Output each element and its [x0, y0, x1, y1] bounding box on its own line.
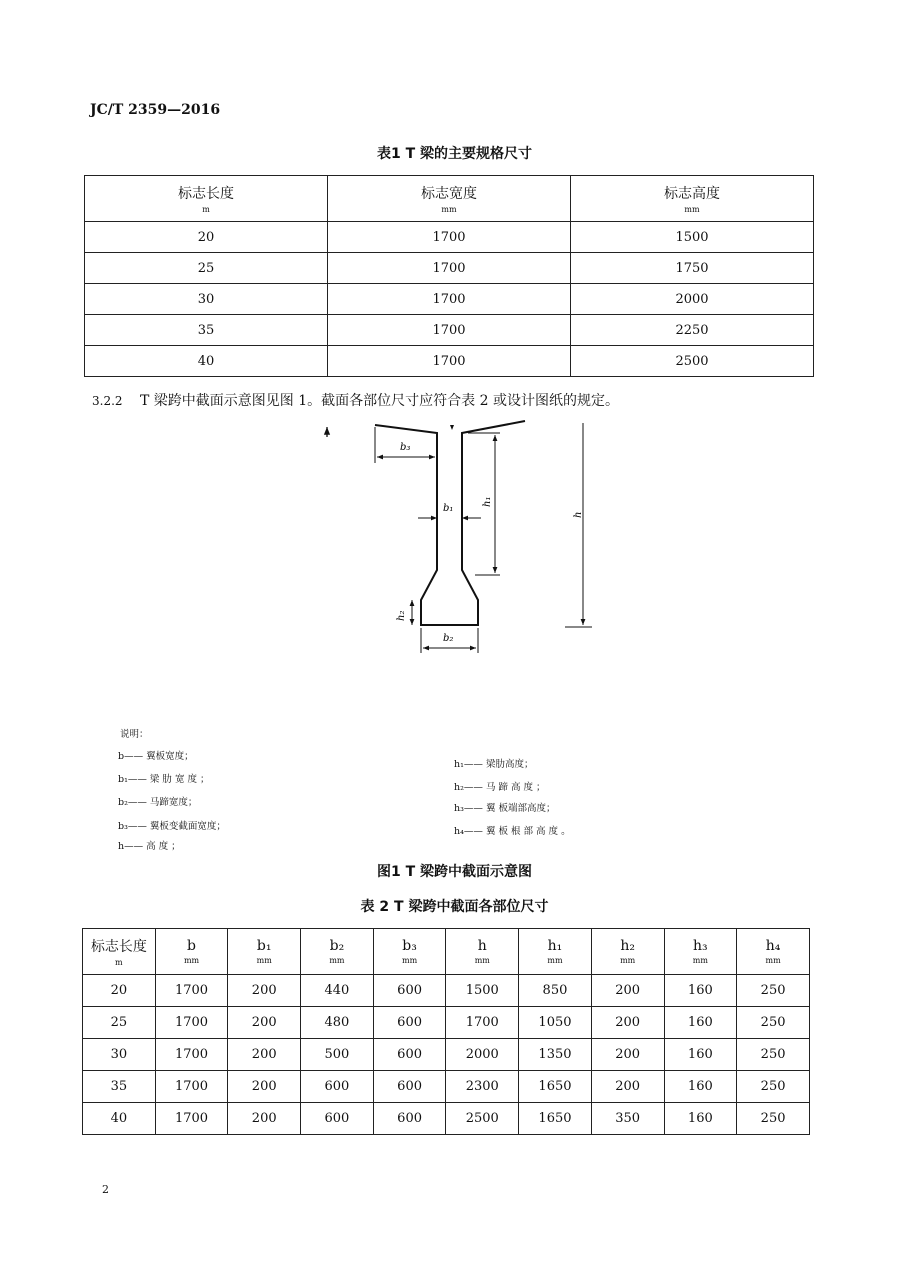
table-cell: 200 — [228, 1071, 301, 1103]
column-name: h₁ — [547, 938, 563, 954]
t-beam-section-diagram — [300, 415, 620, 665]
table2-header-row — [83, 929, 810, 975]
table-cell: 1650 — [519, 1103, 592, 1135]
legend-item: b₃—— 翼板变截面宽度； — [118, 821, 226, 832]
column-name: 标志宽度 — [421, 186, 477, 202]
table-cell: 600 — [373, 1039, 446, 1071]
table1-caption: 表1 T 梁的主要规格尺寸 — [376, 146, 533, 162]
h1-label: h₁ — [482, 496, 493, 507]
table-cell: 200 — [228, 1007, 301, 1039]
table-cell: 1700 — [328, 253, 571, 284]
legend-item: h₂—— 马 蹄 高 度 ； — [454, 782, 546, 793]
table-cell: 600 — [373, 1071, 446, 1103]
column-unit: m — [202, 205, 210, 214]
table-cell: 1700 — [155, 975, 228, 1007]
table-cell: 2250 — [571, 315, 814, 346]
b3-label: b₃ — [400, 442, 411, 453]
table-cell: 600 — [301, 1103, 374, 1135]
column-unit: mm — [684, 205, 700, 214]
column-unit: mm — [256, 956, 272, 965]
legend-title: 说明： — [120, 729, 149, 740]
table-cell: 1050 — [519, 1007, 592, 1039]
legend-item: h₃—— 翼 板端部高度； — [454, 803, 556, 814]
table-cell: 600 — [373, 975, 446, 1007]
table-cell: 30 — [85, 284, 328, 315]
table-cell: 250 — [737, 1039, 810, 1071]
table-cell: 20 — [83, 975, 156, 1007]
clause-number: 3.2.2 — [92, 394, 123, 408]
table-cell: 200 — [591, 1039, 664, 1071]
legend-item: b₂—— 马蹄宽度； — [118, 797, 198, 808]
legend-item: b₁—— 梁 肋 宽 度 ； — [118, 774, 210, 785]
table-cell: 440 — [301, 975, 374, 1007]
column-unit: mm — [547, 956, 563, 965]
column-unit: mm — [329, 956, 345, 965]
table-cell: 600 — [373, 1007, 446, 1039]
table-cell: 250 — [737, 1007, 810, 1039]
table-cell: 600 — [301, 1071, 374, 1103]
table2-header-cell — [446, 929, 519, 975]
table2-header-cell — [155, 929, 228, 975]
table-cell: 1700 — [155, 1071, 228, 1103]
table-row — [85, 346, 814, 377]
table-cell: 25 — [83, 1007, 156, 1039]
table-row — [83, 975, 810, 1007]
column-name: h₃ — [693, 938, 708, 954]
column-name: 标志长度 — [90, 939, 147, 955]
column-unit: mm — [183, 956, 200, 965]
table-cell: 40 — [85, 346, 328, 377]
table-row — [83, 1071, 810, 1103]
figure-caption: 图1 T 梁跨中截面示意图 — [376, 864, 533, 880]
legend-item: h₄—— 翼 板 根 部 高 度 。 — [454, 826, 571, 837]
table-cell: 2500 — [571, 346, 814, 377]
table-cell: 160 — [664, 1007, 737, 1039]
table-row — [85, 253, 814, 284]
table-cell: 200 — [228, 1103, 301, 1135]
h2-label: h₂ — [396, 610, 407, 621]
table-cell: 200 — [591, 1007, 664, 1039]
column-name: b₃ — [402, 938, 417, 954]
table-row — [85, 315, 814, 346]
table2-header-cell — [373, 929, 446, 975]
table1-header-cell — [571, 176, 814, 222]
table1 — [84, 175, 814, 377]
b1-label: b₁ — [443, 503, 454, 514]
table2-header-cell — [228, 929, 301, 975]
table-row — [83, 1007, 810, 1039]
table-cell: 1700 — [155, 1103, 228, 1135]
table-cell: 1700 — [328, 346, 571, 377]
table-cell: 20 — [85, 222, 328, 253]
table-cell: 600 — [373, 1103, 446, 1135]
table-cell: 35 — [83, 1071, 156, 1103]
table-cell: 25 — [85, 253, 328, 284]
column-name: b — [187, 938, 197, 954]
table-cell: 1700 — [328, 315, 571, 346]
legend-item: h—— 高 度 ； — [118, 841, 181, 852]
clause-text: T 梁跨中截面示意图见图 1。截面各部位尺寸应符合表 2 或设计图纸的规定。 — [140, 393, 619, 409]
column-name: h₄ — [765, 938, 781, 954]
document-code: JC/T 2359—2016 — [90, 102, 221, 118]
table-cell: 250 — [737, 975, 810, 1007]
column-name: b₂ — [329, 938, 345, 954]
h-label: h — [573, 511, 584, 518]
table-cell: 160 — [664, 975, 737, 1007]
table-row — [85, 284, 814, 315]
column-unit: m — [115, 958, 123, 967]
table-cell: 500 — [301, 1039, 374, 1071]
table-cell: 1750 — [571, 253, 814, 284]
table1-header-cell — [85, 176, 328, 222]
table2-caption: 表 2 T 梁跨中截面各部位尺寸 — [360, 899, 549, 915]
clause-paragraph — [92, 390, 619, 410]
table-cell: 200 — [591, 1071, 664, 1103]
t-beam-outline — [375, 421, 525, 625]
table-cell: 480 — [301, 1007, 374, 1039]
table-cell: 250 — [737, 1103, 810, 1135]
column-name: h — [477, 938, 487, 954]
table-row — [83, 1103, 810, 1135]
column-unit: mm — [692, 956, 708, 965]
table2-header-cell — [301, 929, 374, 975]
table2-header-cell — [83, 929, 156, 975]
table-cell: 40 — [83, 1103, 156, 1135]
table-cell: 1350 — [519, 1039, 592, 1071]
table-cell: 1700 — [446, 1007, 519, 1039]
legend-item: h₁—— 梁肋高度； — [454, 759, 534, 770]
table-cell: 1700 — [328, 284, 571, 315]
table-cell: 35 — [85, 315, 328, 346]
table-cell: 200 — [591, 975, 664, 1007]
legend-item: b—— 翼板宽度； — [118, 751, 194, 762]
table-cell: 160 — [664, 1103, 737, 1135]
table1-header-cell — [328, 176, 571, 222]
column-name: b₁ — [256, 938, 272, 954]
table-cell: 1700 — [155, 1007, 228, 1039]
table-cell: 1500 — [571, 222, 814, 253]
table-cell: 850 — [519, 975, 592, 1007]
table2-header-cell — [519, 929, 592, 975]
column-name: 标志长度 — [178, 186, 234, 202]
table2-header-cell — [664, 929, 737, 975]
table-cell: 350 — [591, 1103, 664, 1135]
column-unit: mm — [441, 205, 457, 214]
column-unit: mm — [474, 956, 490, 965]
table-cell: 2000 — [446, 1039, 519, 1071]
column-unit: mm — [402, 956, 418, 965]
table-cell: 200 — [228, 1039, 301, 1071]
table2 — [82, 928, 810, 1135]
table-cell: 1700 — [155, 1039, 228, 1071]
table-row — [83, 1039, 810, 1071]
table-cell: 250 — [737, 1071, 810, 1103]
table-cell: 160 — [664, 1071, 737, 1103]
table-cell: 200 — [228, 975, 301, 1007]
column-unit: mm — [765, 956, 781, 965]
table-cell: 2500 — [446, 1103, 519, 1135]
table2-header-cell — [591, 929, 664, 975]
column-unit: mm — [620, 956, 636, 965]
table-cell: 160 — [664, 1039, 737, 1071]
page-number: 2 — [102, 1183, 109, 1196]
table-cell: 1650 — [519, 1071, 592, 1103]
table-cell: 30 — [83, 1039, 156, 1071]
table-cell: 2000 — [571, 284, 814, 315]
column-name: h₂ — [620, 938, 635, 954]
b2-label: b₂ — [443, 633, 454, 644]
table-cell: 2300 — [446, 1071, 519, 1103]
table2-header-cell — [737, 929, 810, 975]
column-name: 标志高度 — [664, 186, 720, 202]
table1-header-row — [85, 176, 814, 222]
table-cell: 1500 — [446, 975, 519, 1007]
table-row — [85, 222, 814, 253]
table-cell: 1700 — [328, 222, 571, 253]
